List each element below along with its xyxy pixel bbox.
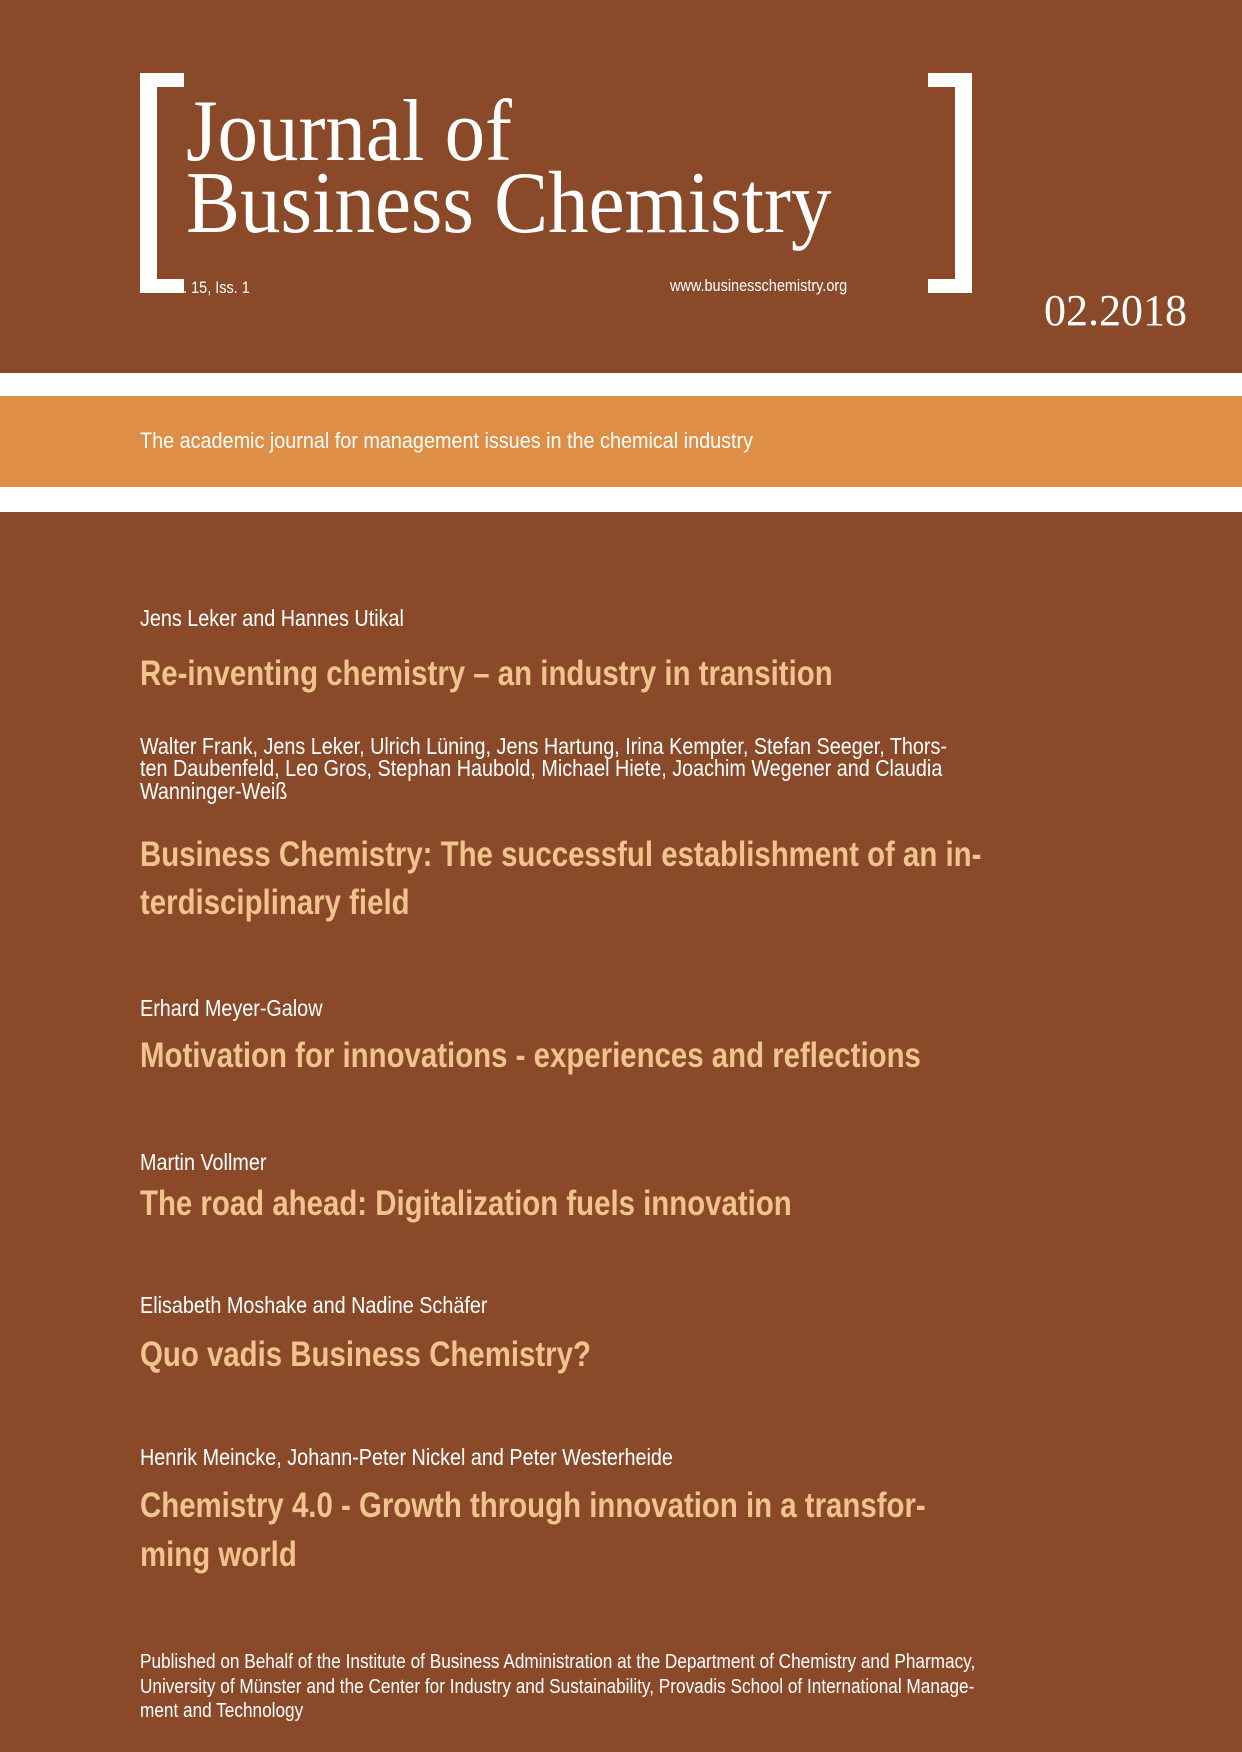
article-authors: Wanninger-Weiß — [140, 778, 288, 804]
tagline-band — [0, 396, 1242, 487]
publisher-line: ment and Technology — [140, 1700, 304, 1722]
article-authors: Martin Vollmer — [140, 1149, 267, 1175]
article-authors: Jens Leker and Hannes Utikal — [140, 605, 404, 631]
article-authors: Henrik Meincke, Johann-Peter Nickel and Peter Westerheide — [140, 1444, 673, 1470]
article-title[interactable]: Re-inventing chemistry – an industry in transition — [140, 654, 833, 693]
article-authors: ten Daubenfeld, Leo Gros, Stephan Haubold, Michael Hiete, Joachim Wegener and Claudia — [140, 755, 943, 781]
publisher-line: Published on Behalf of the Institute of Business Administration at the Department of Chemistry and Pharmacy, — [140, 1651, 976, 1673]
issue-date: 02.2018 — [1044, 286, 1187, 335]
volume-issue: Vol. 15, Iss. 1 — [163, 278, 250, 297]
article-title[interactable]: Chemistry 4.0 - Growth through innovation in a transfor- — [140, 1486, 926, 1525]
article-title[interactable]: ming world — [140, 1535, 297, 1574]
article-title[interactable]: Business Chemistry: The successful establishment of an in- — [140, 835, 982, 874]
journal-title-line2: Business Chemistry — [186, 155, 832, 252]
tagline: The academic journal for management issues in the chemical industry — [140, 428, 753, 453]
article-authors: Walter Frank, Jens Leker, Ulrich Lüning, Jens Hartung, Irina Kempter, Stefan Seeger, Thors- — [140, 733, 947, 759]
article-title[interactable]: The road ahead: Digitalization fuels innovation — [140, 1184, 792, 1223]
publisher-line: University of Münster and the Center for Industry and Sustainability, Provadis School of International Manage- — [140, 1676, 975, 1698]
article-title[interactable]: Motivation for innovations - experiences and reflections — [140, 1036, 921, 1075]
divider-bottom — [0, 487, 1242, 512]
article-title[interactable]: Quo vadis Business Chemistry? — [140, 1335, 591, 1374]
article-title[interactable]: terdisciplinary field — [140, 883, 410, 922]
article-authors: Erhard Meyer-Galow — [140, 995, 323, 1021]
website-link[interactable]: www.businesschemistry.org — [670, 276, 848, 295]
divider-top — [0, 373, 1242, 396]
journal-title-line1: Journal of — [186, 83, 513, 180]
article-authors: Elisabeth Moshake and Nadine Schäfer — [140, 1292, 488, 1318]
